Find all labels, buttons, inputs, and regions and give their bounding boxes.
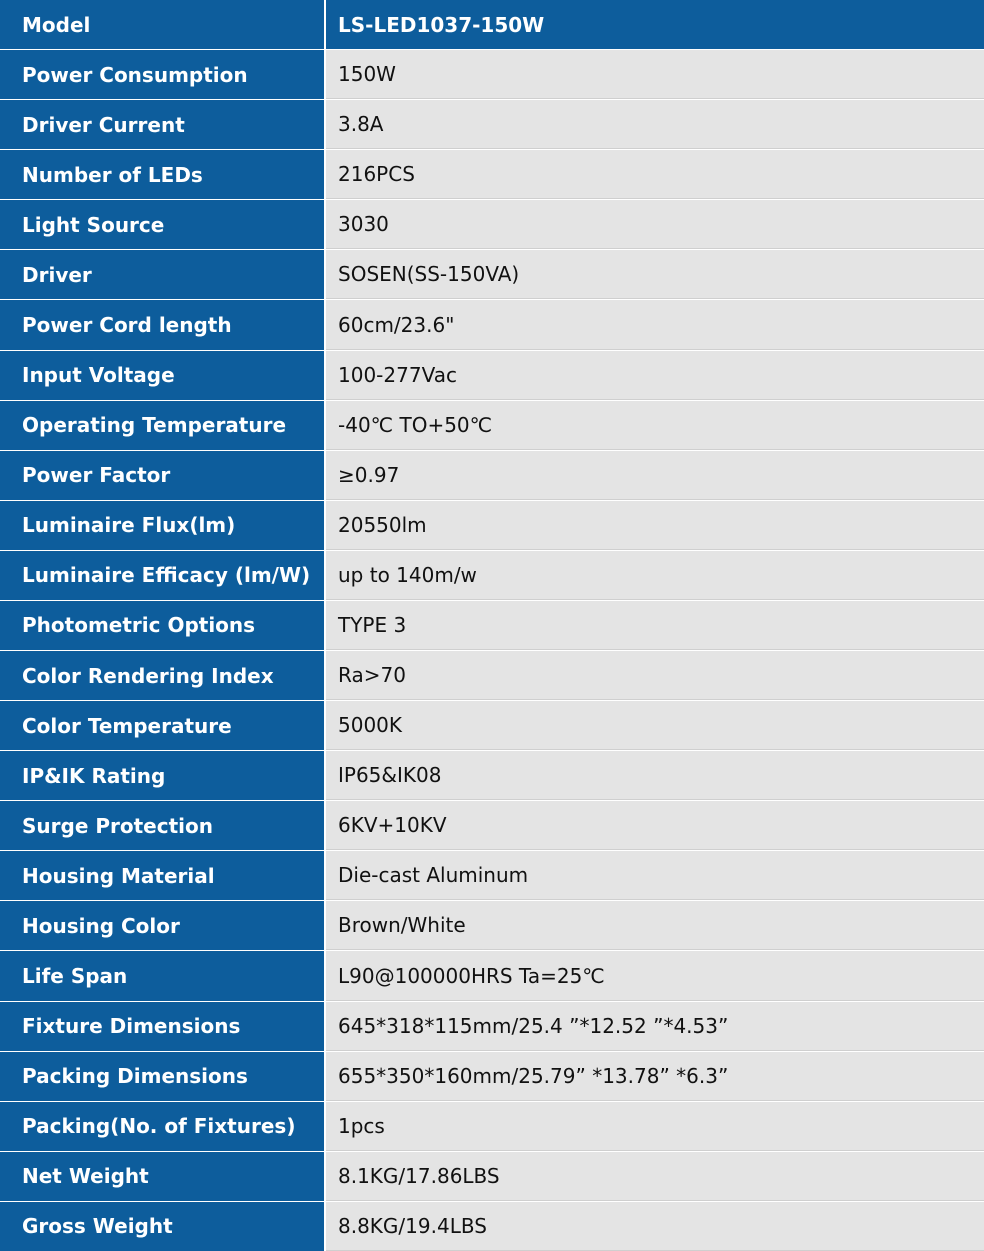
spec-row-fixture-dimensions — [0, 1002, 984, 1052]
spec-value: TYPE 3 — [326, 601, 984, 650]
spec-label: Power Cord length — [0, 300, 326, 349]
spec-label: Luminaire Flux(lm) — [0, 501, 326, 550]
spec-value: 216PCS — [326, 150, 984, 199]
spec-value: Ra>70 — [326, 651, 984, 700]
spec-label: Packing Dimensions — [0, 1052, 326, 1101]
spec-row-power-cord-length — [0, 300, 984, 350]
spec-value: SOSEN(SS-150VA) — [326, 250, 984, 299]
spec-label: Power Factor — [0, 451, 326, 500]
spec-value: 5000K — [326, 701, 984, 750]
spec-row-light-source — [0, 200, 984, 250]
spec-value: 1pcs — [326, 1102, 984, 1151]
spec-label: Input Voltage — [0, 351, 326, 400]
spec-row-power-consumption — [0, 50, 984, 100]
spec-row-input-voltage — [0, 351, 984, 401]
spec-label: Driver Current — [0, 100, 326, 149]
spec-row-packing-fixtures — [0, 1102, 984, 1152]
spec-value: up to 140m/w — [326, 551, 984, 600]
spec-label: IP&IK Rating — [0, 751, 326, 800]
spec-label: Color Rendering Index — [0, 651, 326, 700]
spec-row-driver — [0, 250, 984, 300]
spec-row-model — [0, 0, 984, 50]
spec-row-housing-color — [0, 901, 984, 951]
spec-value: -40℃ TO+50℃ — [326, 401, 984, 450]
spec-value: 645*318*115mm/25.4 ”*12.52 ”*4.53” — [326, 1002, 984, 1051]
spec-value: IP65&IK08 — [326, 751, 984, 800]
spec-label: Light Source — [0, 200, 326, 249]
spec-label: Model — [0, 0, 326, 49]
spec-label: Power Consumption — [0, 50, 326, 99]
spec-value: 20550lm — [326, 501, 984, 550]
spec-value: L90@100000HRS Ta=25℃ — [326, 951, 984, 1000]
spec-label: Color Temperature — [0, 701, 326, 750]
spec-value: LS-LED1037-150W — [326, 0, 984, 49]
spec-row-photometric-options — [0, 601, 984, 651]
spec-value: 6KV+10KV — [326, 801, 984, 850]
spec-value: 655*350*160mm/25.79” *13.78” *6.3” — [326, 1052, 984, 1101]
spec-label: Photometric Options — [0, 601, 326, 650]
spec-row-operating-temperature — [0, 401, 984, 451]
spec-row-color-rendering-index — [0, 651, 984, 701]
spec-row-surge-protection — [0, 801, 984, 851]
spec-row-housing-material — [0, 851, 984, 901]
spec-value: Die-cast Aluminum — [326, 851, 984, 900]
spec-value: 3030 — [326, 200, 984, 249]
spec-row-packing-dimensions — [0, 1052, 984, 1102]
spec-row-luminaire-efficacy — [0, 551, 984, 601]
spec-label: Operating Temperature — [0, 401, 326, 450]
spec-value: 150W — [326, 50, 984, 99]
spec-row-number-of-leds — [0, 150, 984, 200]
spec-row-luminaire-flux — [0, 501, 984, 551]
spec-value: 8.1KG/17.86LBS — [326, 1152, 984, 1201]
spec-value: 3.8A — [326, 100, 984, 149]
spec-label: Number of LEDs — [0, 150, 326, 199]
spec-label: Packing(No. of Fixtures) — [0, 1102, 326, 1151]
spec-label: Driver — [0, 250, 326, 299]
spec-label: Fixture Dimensions — [0, 1002, 326, 1051]
spec-label: Surge Protection — [0, 801, 326, 850]
spec-row-driver-current — [0, 100, 984, 150]
spec-row-color-temperature — [0, 701, 984, 751]
spec-label: Gross Weight — [0, 1202, 326, 1251]
spec-value: 100-277Vac — [326, 351, 984, 400]
spec-value: ≥0.97 — [326, 451, 984, 500]
spec-value: 8.8KG/19.4LBS — [326, 1202, 984, 1251]
spec-row-gross-weight — [0, 1202, 984, 1251]
spec-row-net-weight — [0, 1152, 984, 1202]
spec-value: 60cm/23.6" — [326, 300, 984, 349]
spec-row-ip-ik-rating — [0, 751, 984, 801]
spec-row-life-span — [0, 951, 984, 1001]
spec-label: Life Span — [0, 951, 326, 1000]
spec-label: Luminaire Efficacy (lm/W) — [0, 551, 326, 600]
spec-label: Housing Material — [0, 851, 326, 900]
spec-label: Housing Color — [0, 901, 326, 950]
spec-row-power-factor — [0, 451, 984, 501]
spec-value: Brown/White — [326, 901, 984, 950]
spec-label: Net Weight — [0, 1152, 326, 1201]
